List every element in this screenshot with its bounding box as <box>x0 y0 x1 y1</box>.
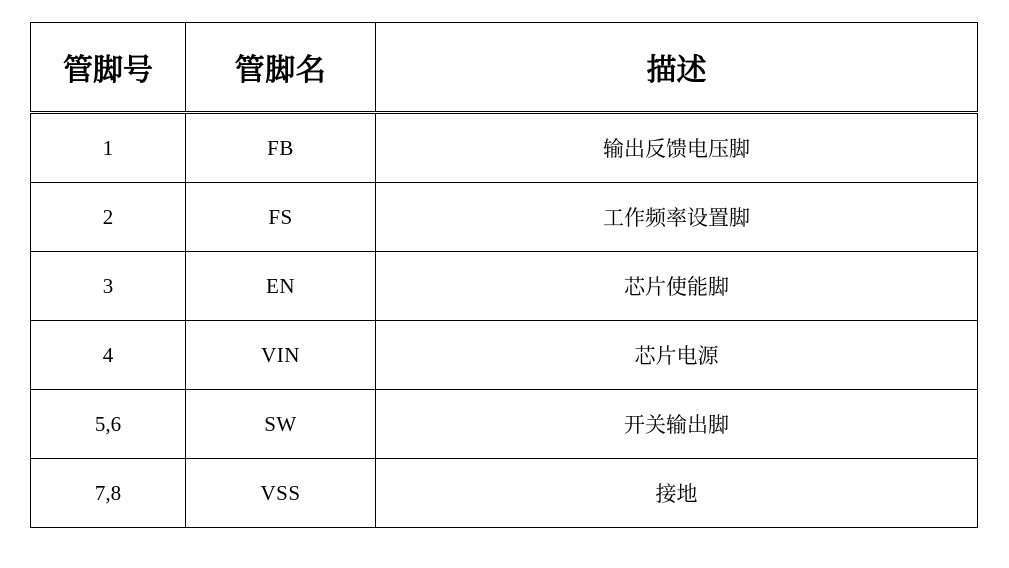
header-cell-description: 描述 <box>376 23 978 113</box>
cell-pin-number: 5,6 <box>31 390 186 459</box>
table-row <box>31 390 978 459</box>
cell-pin-name: FS <box>186 183 376 252</box>
table-row <box>31 183 978 252</box>
table-row <box>31 252 978 321</box>
table-row <box>31 321 978 390</box>
table-container <box>30 22 977 528</box>
cell-pin-number: 1 <box>31 113 186 183</box>
cell-description: 芯片电源 <box>376 321 978 390</box>
pin-description-table <box>30 22 978 528</box>
cell-description: 输出反馈电压脚 <box>376 113 978 183</box>
cell-pin-name: FB <box>186 113 376 183</box>
table-row <box>31 459 978 528</box>
header-cell-pin-number: 管脚号 <box>31 23 186 113</box>
cell-pin-number: 2 <box>31 183 186 252</box>
cell-pin-name: VSS <box>186 459 376 528</box>
table-header-row <box>31 23 978 113</box>
cell-pin-name: EN <box>186 252 376 321</box>
cell-description: 开关输出脚 <box>376 390 978 459</box>
header-cell-pin-name: 管脚名 <box>186 23 376 113</box>
cell-pin-number: 3 <box>31 252 186 321</box>
cell-description: 工作频率设置脚 <box>376 183 978 252</box>
cell-pin-name: VIN <box>186 321 376 390</box>
table-row <box>31 113 978 183</box>
cell-pin-number: 4 <box>31 321 186 390</box>
cell-description: 芯片使能脚 <box>376 252 978 321</box>
cell-pin-name: SW <box>186 390 376 459</box>
cell-pin-number: 7,8 <box>31 459 186 528</box>
cell-description: 接地 <box>376 459 978 528</box>
